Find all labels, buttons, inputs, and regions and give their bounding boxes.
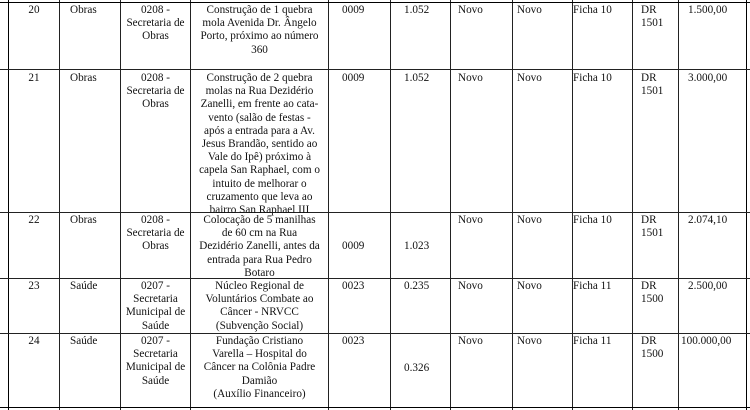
dr-cell: DR 1500	[641, 335, 664, 361]
table-border-right	[746, 0, 747, 410]
row-divider	[0, 69, 750, 70]
area-cell: Obras	[70, 72, 97, 84]
status-cell: Novo	[458, 214, 483, 226]
status-cell: Novo	[517, 214, 542, 226]
area-cell: Saúde	[70, 335, 98, 347]
value-code-cell: 1.023	[404, 240, 430, 252]
row-number: 23	[28, 280, 40, 292]
value-code-cell: 0.326	[404, 362, 430, 374]
dr-cell: DR 1501	[641, 72, 664, 98]
department-cell: 0208 - Secretaria de Obras	[126, 72, 185, 111]
status-cell: Novo	[517, 4, 542, 16]
code-cell: 0009	[342, 72, 365, 84]
amount-cell: 100.000,00	[681, 335, 732, 347]
column-divider	[678, 0, 679, 410]
status-cell: Novo	[517, 280, 542, 292]
row-divider	[0, 212, 750, 213]
status-cell: Novo	[517, 72, 542, 84]
description-cell: Construção de 2 quebra molas na Rua Dezidério Zanelli, em frente ao cata- vento (salão de festas - após a entrada para a Av. Jesus Brandão, sentido ao Vale do Ipê) próximo à capela San Raphael, com o intuito de melhorar o cruzamento que leva ao bairro San Raphael III	[199, 72, 320, 217]
status-cell: Novo	[458, 72, 483, 84]
amount-cell: 3.000,00	[688, 72, 728, 84]
column-divider	[632, 0, 633, 410]
description-cell: Colocação de 5 manilhas de 60 cm na Rua Dezidério Zanelli, antes da entrada para Rua Pedro Botaro	[199, 214, 320, 279]
ficha-cell: Ficha 10	[573, 214, 612, 226]
column-divider	[512, 0, 513, 410]
ficha-cell: Ficha 10	[573, 72, 612, 84]
column-divider	[59, 0, 60, 410]
area-cell: Obras	[70, 214, 97, 226]
status-cell: Novo	[458, 335, 483, 347]
code-cell: 0009	[342, 4, 365, 16]
value-code-cell: 1.052	[404, 4, 430, 16]
table-border-left	[8, 0, 9, 410]
column-divider	[572, 0, 573, 410]
department-cell: 0208 - Secretaria de Obras	[126, 214, 185, 253]
row-number: 21	[28, 72, 40, 84]
amount-cell: 2.500,00	[688, 280, 728, 292]
area-cell: Obras	[70, 4, 97, 16]
row-number: 22	[28, 214, 40, 226]
dr-cell: DR 1501	[641, 214, 664, 240]
row-divider	[0, 407, 750, 408]
row-number: 20	[28, 4, 40, 16]
description-cell: Núcleo Regional de Voluntários Combate ao Câncer - NRVCC (Subvenção Social)	[205, 280, 314, 332]
department-cell: 0207 - Secretaria Municipal de Saúde	[125, 280, 186, 332]
area-cell: Saúde	[70, 280, 98, 292]
value-code-cell: 0.235	[404, 280, 430, 292]
dr-cell: DR 1500	[641, 280, 664, 306]
ficha-cell: Ficha 10	[573, 4, 612, 16]
code-cell: 0023	[342, 280, 365, 292]
amount-cell: 1.500,00	[688, 4, 728, 16]
status-cell: Novo	[458, 280, 483, 292]
row-divider	[0, 278, 750, 279]
column-divider	[328, 0, 329, 410]
code-cell: 0023	[342, 335, 365, 347]
dr-cell: DR 1501	[641, 4, 664, 30]
amount-cell: 2.074,10	[688, 214, 728, 226]
value-code-cell: 1.052	[404, 72, 430, 84]
department-cell: 0207 - Secretaria Municipal de Saúde	[125, 335, 186, 387]
column-divider	[390, 0, 391, 410]
row-divider	[0, 2, 750, 3]
department-cell: 0208 - Secretaria de Obras	[126, 4, 185, 43]
ficha-cell: Ficha 11	[573, 335, 612, 347]
code-cell: 0009	[342, 240, 365, 252]
status-cell: Novo	[517, 335, 542, 347]
description-cell: Construção de 1 quebra mola Avenida Dr. Ângelo Porto, próximo ao número 360	[200, 4, 319, 56]
column-divider	[450, 0, 451, 410]
ficha-cell: Ficha 11	[573, 280, 612, 292]
row-divider	[0, 333, 750, 334]
status-cell: Novo	[458, 4, 483, 16]
description-cell: Fundação Cristiano Varella – Hospital do Câncer na Colônia Padre Damião (Auxílio Financeiro)	[203, 335, 316, 400]
row-number: 24	[28, 335, 40, 347]
